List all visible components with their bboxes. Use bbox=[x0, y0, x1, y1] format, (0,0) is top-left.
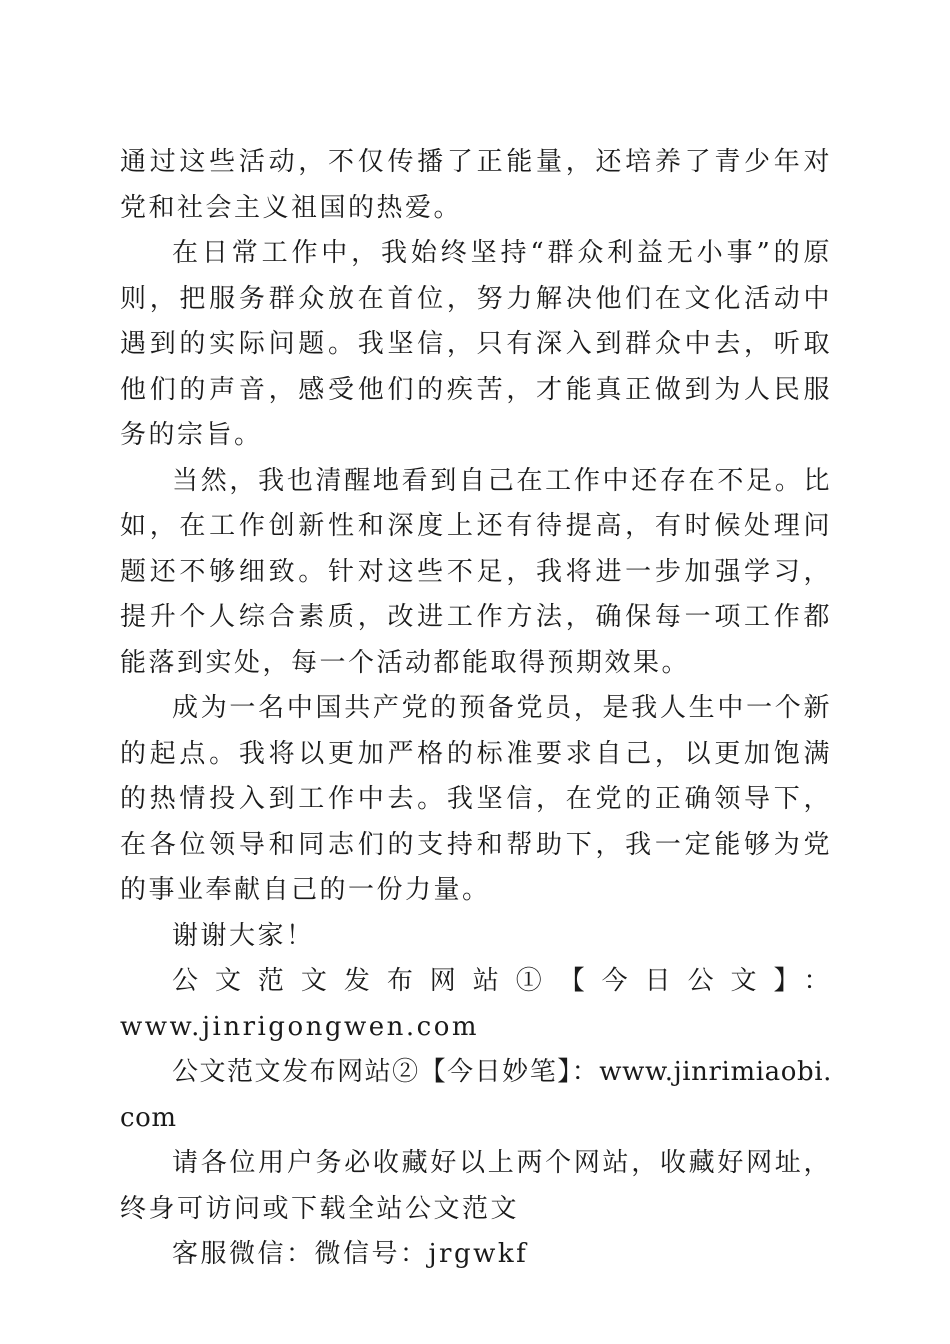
footer-site2[interactable]: 公文范文发布网站②【今日妙笔】：www.jinrimiaobi.com bbox=[120, 1057, 832, 1133]
footer-site1-url[interactable] bbox=[120, 1005, 832, 1051]
footer-site1-label: 公文范文发布网站①【今日公文】： bbox=[172, 966, 832, 996]
paragraph-continuation: 通过这些活动，不仅传播了正能量，还培养了青少年对党和社会主义祖国的热爱。 bbox=[120, 147, 832, 223]
document-page bbox=[120, 140, 832, 1278]
footer-notice: 请各位用户务必收藏好以上两个网站，收藏好网址，终身可访问或下载全站公文范文 bbox=[120, 1148, 832, 1224]
site1-url-link[interactable]: www.jinrigongwen.com bbox=[120, 1011, 480, 1042]
paragraph-shortcomings: 当然，我也清醒地看到自己在工作中还存在不足。比如，在工作创新性和深度上还有待提高，有时候处理问题还不够细致。针对这些不足，我将进一步加强学习，提升个人综合素质，改进工作方法，确保每一项工作都能落到实处，每一个活动都能取得预期效果。 bbox=[120, 465, 832, 678]
paragraph-new-start: 成为一名中国共产党的预备党员，是我人生中一个新的起点。我将以更加严格的标准要求自己，以更加饱满的热情投入到工作中去。我坚信，在党的正确领导下，在各位领导和同志们的支持和帮助下，我一定能够为党的事业奉献自己的一份力量。 bbox=[120, 693, 832, 905]
paragraph-thanks: 谢谢大家！ bbox=[172, 920, 315, 951]
paragraph-mass-line: 在日常工作中，我始终坚持“群众利益无小事”的原则，把服务群众放在首位，努力解决他们在文化活动中遇到的实际问题。我坚信，只有深入到群众中去，听取他们的声音，感受他们的疾苦，才能真正做到为人民服务的宗旨。 bbox=[120, 238, 832, 450]
footer-service: 客服微信：微信号：jrgwkf bbox=[172, 1239, 529, 1269]
